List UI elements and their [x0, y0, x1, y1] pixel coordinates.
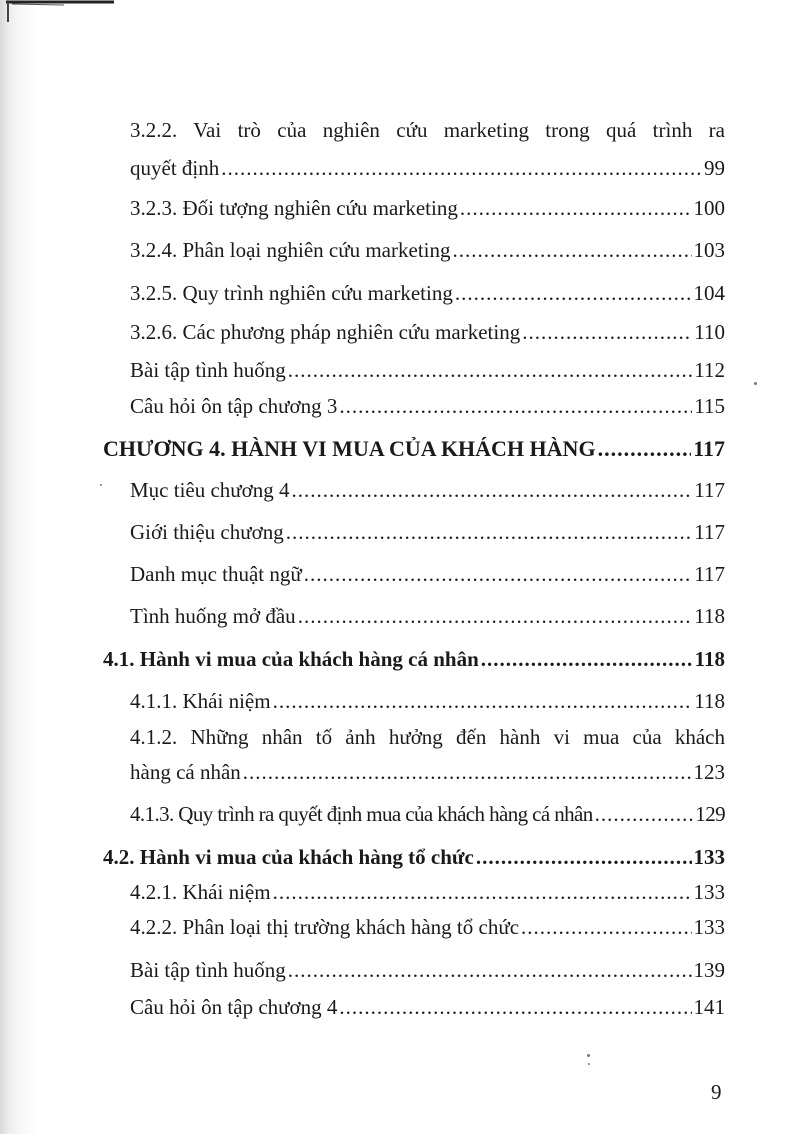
toc-entry-3-2-3[interactable]	[130, 194, 725, 222]
toc-entry-label: 3.2.5. Quy trình nghiên cứu marketing	[130, 281, 453, 305]
leader-dots	[476, 843, 692, 871]
toc-entry-bai-tap-4[interactable]	[130, 956, 725, 984]
scan-speck	[100, 484, 102, 486]
toc-entry-muc-tieu-4[interactable]	[130, 476, 725, 504]
toc-entry-page: 117	[694, 520, 725, 544]
leader-dots	[460, 194, 692, 222]
toc-entry-page: 117	[693, 436, 725, 461]
scan-speck	[588, 1063, 590, 1065]
toc-entry-page: 118	[694, 689, 725, 713]
toc-entry-4-2-2[interactable]	[130, 913, 725, 941]
leader-dots	[481, 645, 693, 673]
toc-entry-3-2-4[interactable]	[130, 236, 725, 264]
toc-entry-4-2-1[interactable]	[130, 878, 725, 906]
leader-dots	[304, 560, 693, 588]
toc-entry-page: 103	[693, 238, 725, 262]
toc-entry-label: Tình huống mở đầu	[130, 604, 296, 628]
toc-entry-chuong-4[interactable]	[103, 435, 725, 463]
leader-dots	[595, 800, 694, 828]
toc-entry-label: Bài tập tình huống	[130, 358, 286, 382]
toc-entry-label: Bài tập tình huống	[130, 958, 286, 982]
toc-entry-tinh-huong[interactable]	[130, 602, 725, 630]
toc-entry-danh-muc[interactable]	[130, 560, 725, 588]
leader-dots	[273, 878, 692, 906]
toc-entry-page: 133	[693, 845, 725, 869]
toc-entry-label: Câu hỏi ôn tập chương 3	[130, 394, 338, 418]
toc-entry-label: 4.2.1. Khái niệm	[130, 880, 271, 904]
toc-entry-page: 115	[694, 394, 725, 418]
toc-entry-label: 4.2.2. Phân loại thị trường khách hàng tổ chức	[130, 915, 520, 939]
leader-dots	[598, 435, 692, 463]
toc-entry-3-2-2-line1: 3.2.2. Vai trò của nghiên cứu marketing trong quá trình ra	[130, 118, 725, 142]
toc-entry-label: Mục tiêu chương 4	[130, 478, 290, 502]
scan-speck	[587, 1054, 590, 1057]
toc-entry-bai-tap-3[interactable]	[130, 356, 725, 384]
leader-dots	[273, 687, 693, 715]
leader-dots	[243, 758, 692, 786]
scan-speck	[754, 382, 757, 385]
toc-entry-4-2[interactable]	[103, 843, 725, 871]
leader-dots	[521, 913, 691, 941]
toc-entry-page: 141	[693, 995, 725, 1019]
toc-entry-label: Câu hỏi ôn tập chương 4	[130, 995, 338, 1019]
toc-entry-label: 4.1.1. Khái niệm	[130, 689, 271, 713]
toc-entry-label: Danh mục thuật ngữ	[130, 562, 302, 586]
toc-entry-page: 117	[694, 478, 725, 502]
toc-entry-page: 104	[693, 281, 725, 305]
toc-entry-cau-hoi-3[interactable]	[130, 392, 725, 420]
toc-entry-page: 99	[704, 156, 725, 180]
leader-dots	[522, 318, 692, 346]
toc-entry-4-1-3[interactable]	[130, 800, 725, 828]
toc-entry-label: 4.2. Hành vi mua của khách hàng tổ chức	[103, 845, 474, 869]
toc-entry-4-1[interactable]	[103, 645, 725, 673]
toc-entry-label: quyết định	[130, 156, 220, 180]
toc-entry-label: CHƯƠNG 4. HÀNH VI MUA CỦA KHÁCH HÀNG	[103, 436, 596, 461]
toc-entry-page: 133	[693, 880, 725, 904]
toc-entry-4-1-2-line1: 4.1.2. Những nhân tố ảnh hưởng đến hành vi mua của khách	[130, 725, 725, 749]
leader-dots	[288, 356, 693, 384]
toc-entry-4-1-1[interactable]	[130, 687, 725, 715]
toc-entry-page: 117	[694, 562, 725, 586]
page-number: 9	[711, 1080, 722, 1104]
leader-dots	[453, 236, 692, 264]
toc-entry-page: 110	[694, 320, 725, 344]
leader-dots	[455, 279, 692, 307]
toc-entry-gioi-thieu[interactable]	[130, 518, 725, 546]
leader-dots	[288, 956, 692, 984]
toc-entry-page: 129	[695, 802, 725, 826]
toc-entry-page: 100	[693, 196, 725, 220]
toc-entry-cau-hoi-4[interactable]	[130, 993, 725, 1021]
toc-entry-label: 4.1.3. Quy trình ra quyết định mua của khách hàng cá nhân	[130, 802, 593, 826]
toc-entry-label: hàng cá nhân	[130, 760, 241, 784]
toc-entry-page: 133	[693, 915, 725, 939]
toc-entry-label: 3.2.6. Các phương pháp nghiên cứu marketing	[130, 320, 521, 344]
toc-entry-label: 3.2.4. Phân loại nghiên cứu marketing	[130, 238, 451, 262]
leader-dots	[292, 476, 693, 504]
leader-dots	[298, 602, 693, 630]
toc-entry-3-2-2[interactable]	[130, 154, 725, 182]
toc-entry-4-1-2[interactable]	[130, 758, 725, 786]
toc-entry-3-2-6[interactable]	[130, 318, 725, 346]
toc-entry-page: 112	[694, 358, 725, 382]
toc-entry-page: 118	[694, 647, 725, 671]
leader-dots	[221, 154, 702, 182]
toc-entry-label: 3.2.3. Đối tượng nghiên cứu marketing	[130, 196, 458, 220]
leader-dots	[339, 993, 691, 1021]
leader-dots	[339, 392, 692, 420]
toc-entry-page: 118	[694, 604, 725, 628]
toc-entry-label: Giới thiệu chương	[130, 520, 284, 544]
toc-entry-page: 123	[693, 760, 725, 784]
leader-dots	[286, 518, 693, 546]
toc-entry-label: 4.1. Hành vi mua của khách hàng cá nhân	[103, 647, 479, 671]
toc-entry-page: 139	[693, 958, 725, 982]
toc-entry-3-2-5[interactable]	[130, 279, 725, 307]
